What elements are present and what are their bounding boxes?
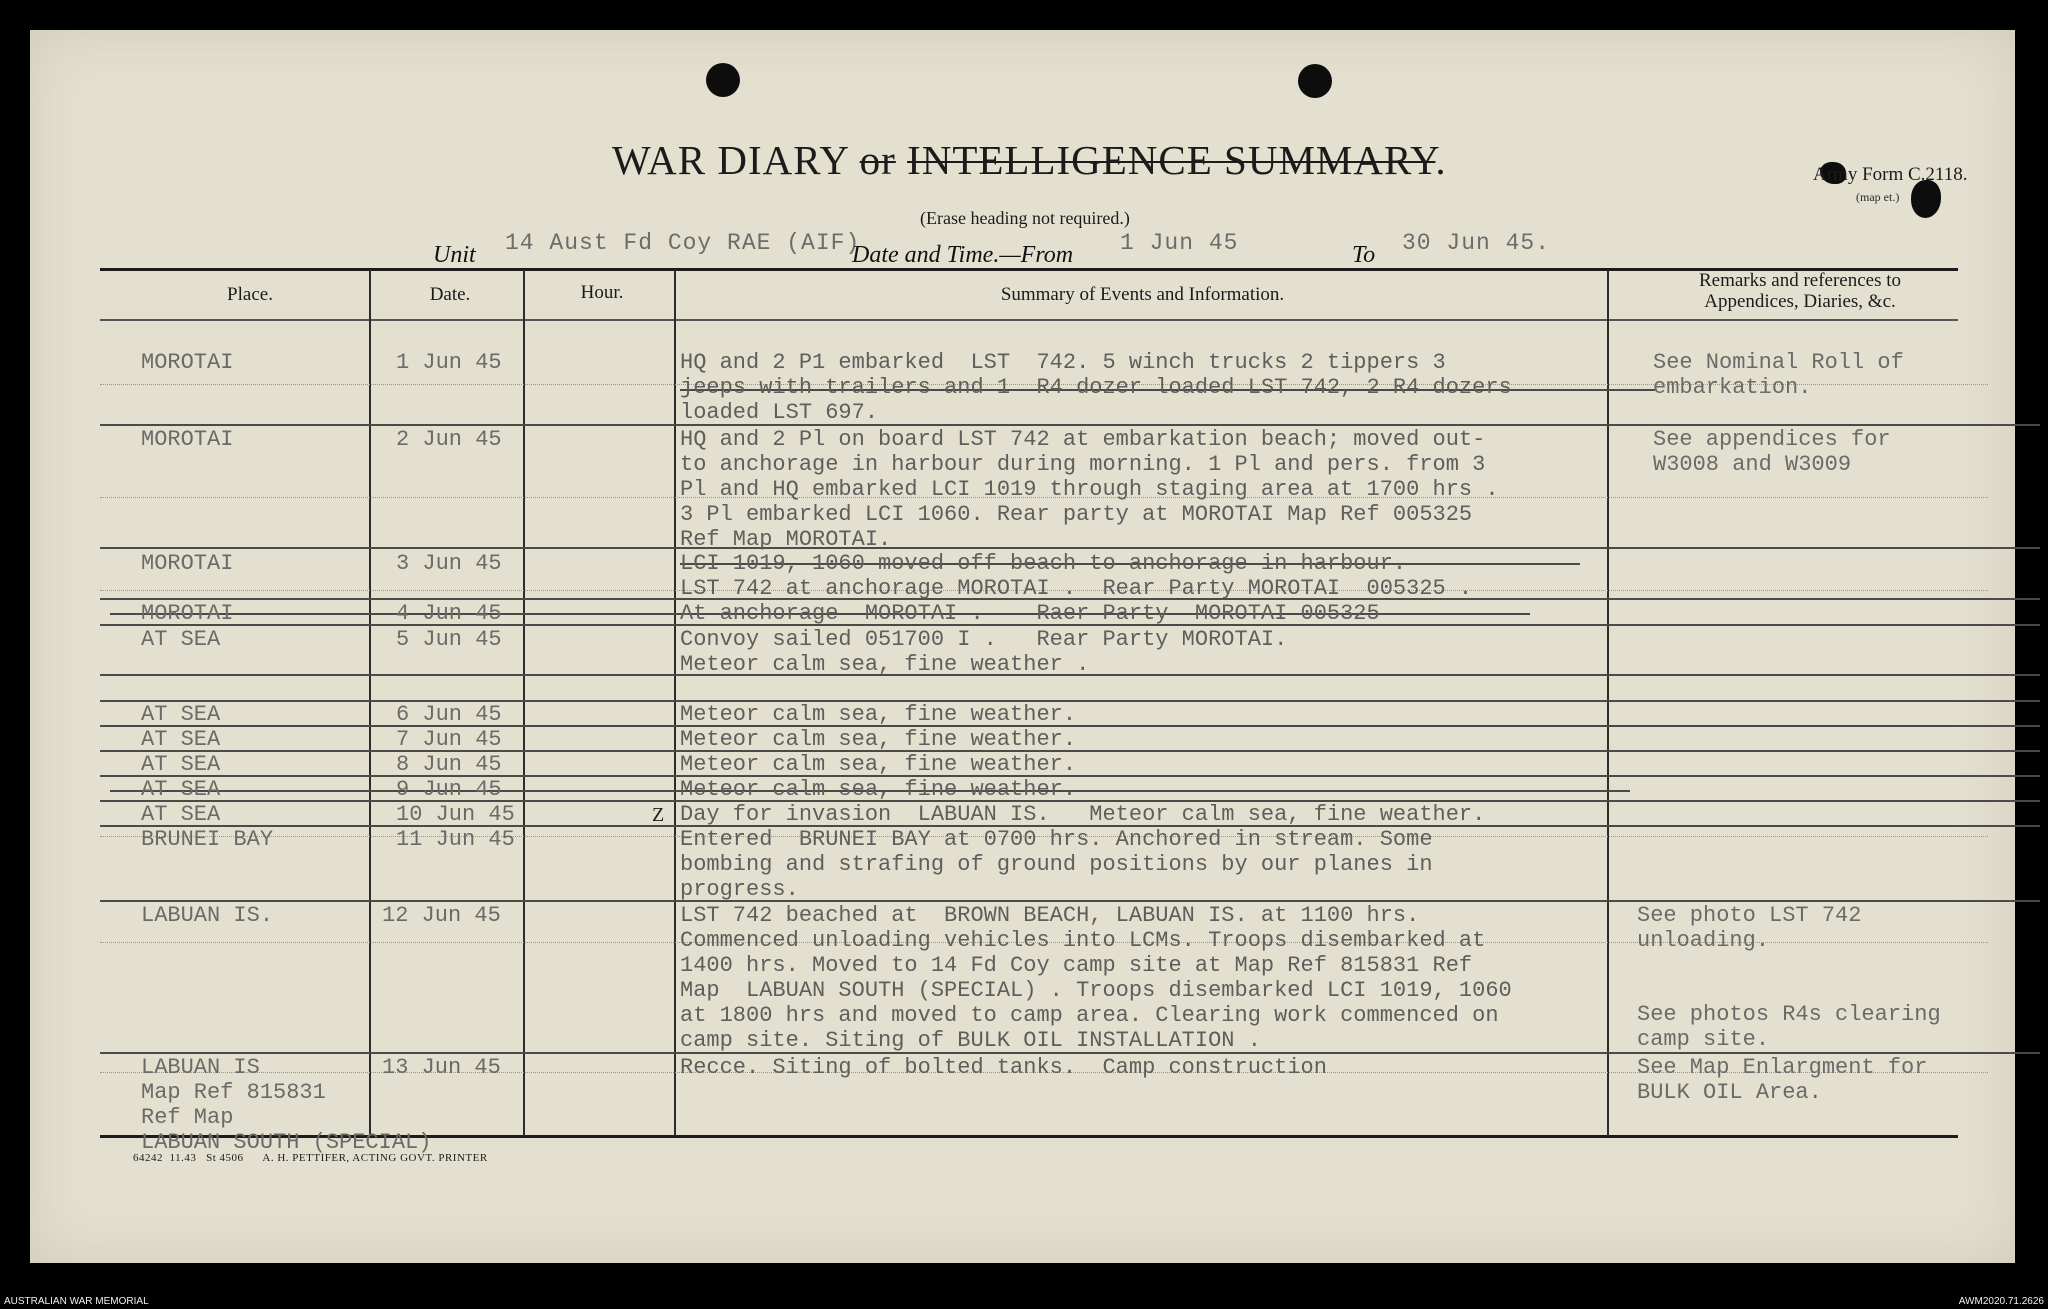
punch-hole-right — [1298, 64, 1332, 98]
erase-note: (Erase heading not required.) — [920, 208, 1130, 228]
entry-place: AT SEA — [141, 777, 221, 802]
archive-caption-left: AUSTRALIAN WAR MEMORIAL — [4, 1296, 149, 1307]
entry-summary: Recce. Siting of bolted tanks. Camp construction — [680, 1055, 1327, 1080]
entry-place: LABUAN IS. — [141, 903, 274, 928]
col-header-remarks: Remarks and references to Appendices, Diaries, &c. — [1698, 270, 1902, 312]
entry-place: BRUNEI BAY — [141, 827, 274, 852]
header-bottom-rule — [100, 319, 1958, 321]
entry-summary: Meteor calm sea, fine weather. — [680, 702, 1077, 727]
entry-summary: Convoy sailed 051700 I . Rear Party MOROTAI. Meteor calm sea, fine weather . — [680, 627, 1288, 677]
entry-remarks: See Map Enlargment for BULK OIL Area. — [1637, 1055, 1928, 1105]
entry-date: 11 Jun 45 — [396, 827, 515, 852]
entry-summary: Day for invasion LABUAN IS. Meteor calm sea, fine weather. — [680, 802, 1486, 827]
entry-place: AT SEA — [141, 627, 221, 652]
entry-place: AT SEA — [141, 752, 221, 777]
army-form-note: (map et.) — [1856, 190, 1900, 204]
entry-summary: Entered BRUNEI BAY at 0700 hrs. Anchored in stream. Some bombing and strafing of ground positions by our planes in progress. — [680, 827, 1433, 902]
to-label: To — [1352, 242, 1376, 268]
entry-summary: HQ and 2 Pl on board LST 742 at embarkation beach; moved out- to anchorage in harbour during morning. 1 Pl and pers. from 3 Pl and HQ embarked LCI 1019 through staging area at 1700 hrs . 3 Pl embarked LCI 1060. Rear party at MOROTAI Map Ref 005325 Ref Map MOROTAI. — [680, 427, 1499, 552]
entry-place: MOROTAI — [141, 601, 234, 626]
entry-date: 3 Jun 45 — [396, 551, 502, 576]
col-rule — [1607, 270, 1609, 1136]
entry-remarks: See photo LST 742 unloading. — [1637, 903, 1862, 953]
entry-date: 1 Jun 45 — [396, 350, 502, 375]
entry-date: 9 Jun 45 — [396, 777, 502, 802]
col-header-date: Date. — [429, 284, 471, 305]
entry-summary: Meteor calm sea, fine weather. — [680, 777, 1077, 802]
col-header-place: Place. — [227, 284, 273, 305]
col-rule — [369, 270, 371, 1136]
entry-summary: HQ and 2 P1 embarked LST 742. 5 winch trucks 2 tippers 3 jeeps with trailers and 1 R4 dozer loaded LST 742, 2 R4 dozers loaded LST 697. — [680, 350, 1512, 425]
col-header-hour: Hour. — [580, 282, 624, 303]
entry-date: 2 Jun 45 — [396, 427, 502, 452]
entry-hour: Z — [652, 804, 665, 826]
entry-date: 10 Jun 45 — [396, 802, 515, 827]
entry-date: 13 Jun 45 — [382, 1055, 501, 1080]
entry-date: 7 Jun 45 — [396, 727, 502, 752]
entry-date: 12 Jun 45 — [382, 903, 501, 928]
entry-summary: Meteor calm sea, fine weather. — [680, 752, 1077, 777]
entry-date: 5 Jun 45 — [396, 627, 502, 652]
entry-date: 8 Jun 45 — [396, 752, 502, 777]
from-value: 1 Jun 45 — [1120, 230, 1239, 256]
entry-summary: At anchorage MOROTAI . Raer Party MOROTAI 005325 — [680, 601, 1380, 626]
entry-place: MOROTAI — [141, 350, 234, 375]
punch-hole-left — [706, 63, 740, 97]
entry-place: AT SEA — [141, 702, 221, 727]
col-rule — [523, 270, 525, 1136]
entry-place: AT SEA — [141, 802, 221, 827]
entry-date: 6 Jun 45 — [396, 702, 502, 727]
entry-summary: Meteor calm sea, fine weather. — [680, 727, 1077, 752]
entry-place: MOROTAI — [141, 427, 234, 452]
col-header-summary: Summary of Events and Information. — [1000, 284, 1285, 305]
entry-summary: LCI 1019, 1060 moved off beach to anchorage in harbour. LST 742 at anchorage MOROTAI . Rear Party MOROTAI 005325 . — [680, 551, 1473, 601]
entry-remarks: See appendices for W3008 and W3009 — [1653, 427, 1891, 477]
date-label: Date and Time.—From — [852, 242, 1074, 268]
unit-label: Unit — [433, 242, 476, 268]
entry-remarks: See Nominal Roll of embarkation. — [1653, 350, 1904, 400]
entry-remarks-secondary: See photos R4s clearing camp site. — [1637, 1002, 1941, 1052]
entry-place: AT SEA — [141, 727, 221, 752]
to-value: 30 Jun 45. — [1402, 230, 1551, 256]
entry-summary: LST 742 beached at BROWN BEACH, LABUAN IS. at 1100 hrs. Commenced unloading vehicles into LCMs. Troops disembarked at 1400 hrs. Moved to 14 Fd Coy camp site at Map Ref 815831 Ref Map LABUAN SOUTH (SPECIAL) . Troops disembarked LCI 1019, 1060 at 1800 hrs and moved to camp area. Clearing work commenced on camp site. Siting of BULK OIL INSTALLATION . — [680, 903, 1512, 1053]
war-diary-sheet — [30, 30, 2015, 1263]
entry-place: LABUAN IS Map Ref 815831 Ref Map LABUAN SOUTH (SPECIAL) — [141, 1055, 432, 1155]
entry-date: 4 Jun 45 — [396, 601, 502, 626]
entry-place: MOROTAI — [141, 551, 234, 576]
unit-value: 14 Aust Fd Coy RAE (AIF) — [505, 230, 861, 256]
archive-caption-right: AWM2020.71.2626 — [1958, 1296, 2044, 1307]
col-rule — [674, 270, 676, 1136]
printer-imprint: 64242 11.43 St 4506 A. H. PETTIFER, ACTING GOVT. PRINTER — [133, 1152, 488, 1164]
army-form-number: Army Form C.2118. — [1813, 164, 1968, 185]
form-title: WAR DIARY or INTELLIGENCE SUMMARY. — [612, 137, 1447, 183]
